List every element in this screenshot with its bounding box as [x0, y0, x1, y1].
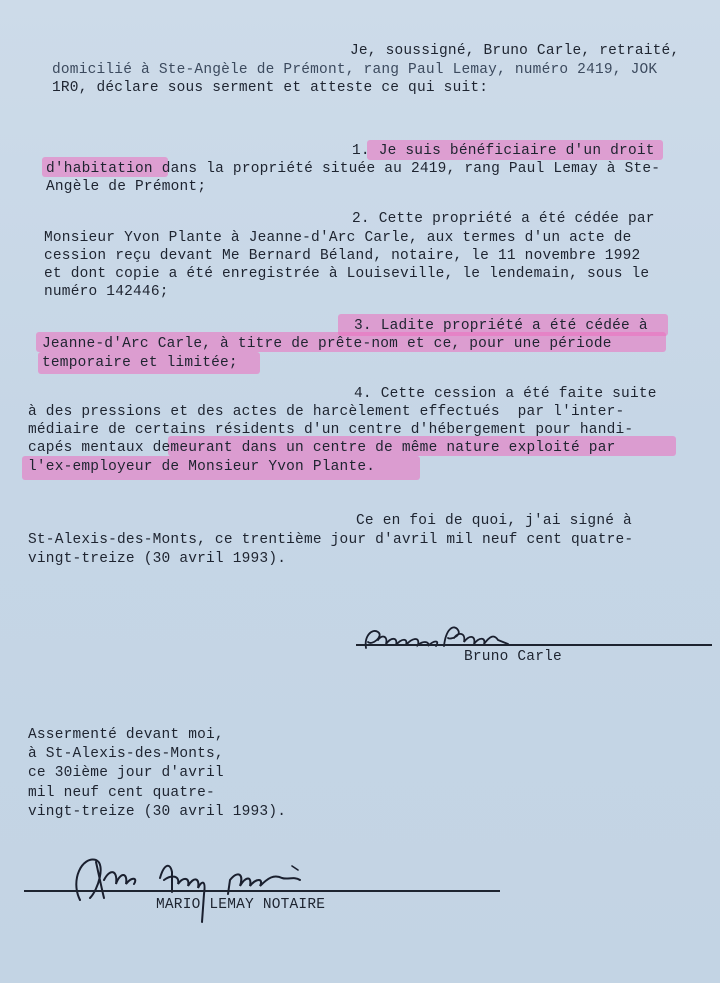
para2-line-5: numéro 142446;	[44, 284, 169, 300]
para2-line-2: Monsieur Yvon Plante à Jeanne-d'Arc Carle, aux termes d'un acte de	[44, 230, 632, 246]
para1-line-1: 1. Je suis bénéficiaire d'un droit	[352, 143, 655, 159]
closing-line-3: vingt-treize (30 avril 1993).	[28, 551, 287, 567]
para3-line-3: temporaire et limitée;	[42, 355, 238, 371]
para2-line-3: cession reçu devant Me Bernard Béland, notaire, le 11 novembre 1992	[44, 248, 641, 264]
para3-line-2: Jeanne-d'Arc Carle, à titre de prête-nom et ce, pour une période	[42, 336, 612, 352]
closing-line-2: St-Alexis-des-Monts, ce trentième jour d'avril mil neuf cent quatre-	[28, 532, 634, 548]
intro-line-1: Je, soussigné, Bruno Carle, retraité,	[350, 43, 680, 59]
para4-line-5: l'ex-employeur de Monsieur Yvon Plante.	[28, 459, 376, 475]
para2-line-1: 2. Cette propriété a été cédée par	[352, 211, 655, 227]
para4-line-2: à des pressions et des actes de harcèlement effectués par l'inter-	[28, 404, 625, 420]
signatory-name-2: MARIO LEMAY NOTAIRE	[156, 897, 326, 913]
para2-line-4: et dont copie a été enregistrée à Louiseville, le lendemain, sous le	[44, 266, 650, 282]
signature-line-1	[356, 644, 712, 646]
para4-line-3: médiaire de certains résidents d'un centre d'hébergement pour handi-	[28, 422, 634, 438]
para3-line-1: 3. Ladite propriété a été cédée à	[354, 318, 648, 334]
sworn-line-1: Assermenté devant moi,	[28, 727, 224, 743]
intro-line-2: domicilié à Ste-Angèle de Prémont, rang Paul Lemay, numéro 2419, JOK	[52, 62, 658, 78]
sworn-line-5: vingt-treize (30 avril 1993).	[28, 804, 287, 820]
para4-line-4: capés mentaux demeurant dans un centre de même nature exploité par	[28, 440, 616, 456]
intro-line-3: 1R0, déclare sous serment et atteste ce qui suit:	[52, 80, 489, 96]
sworn-line-3: ce 30ième jour d'avril	[28, 765, 224, 781]
para1-line-3: Angèle de Prémont;	[46, 179, 207, 195]
signatory-name-1: Bruno Carle	[464, 649, 562, 665]
para1-line-2: d'habitation dans la propriété située au 2419, rang Paul Lemay à Ste-	[46, 161, 661, 177]
sworn-line-2: à St-Alexis-des-Monts,	[28, 746, 224, 762]
closing-line-1: Ce en foi de quoi, j'ai signé à	[356, 513, 632, 529]
para4-line-1: 4. Cette cession a été faite suite	[354, 386, 657, 402]
sworn-line-4: mil neuf cent quatre-	[28, 785, 215, 801]
signature-line-2	[24, 890, 500, 892]
